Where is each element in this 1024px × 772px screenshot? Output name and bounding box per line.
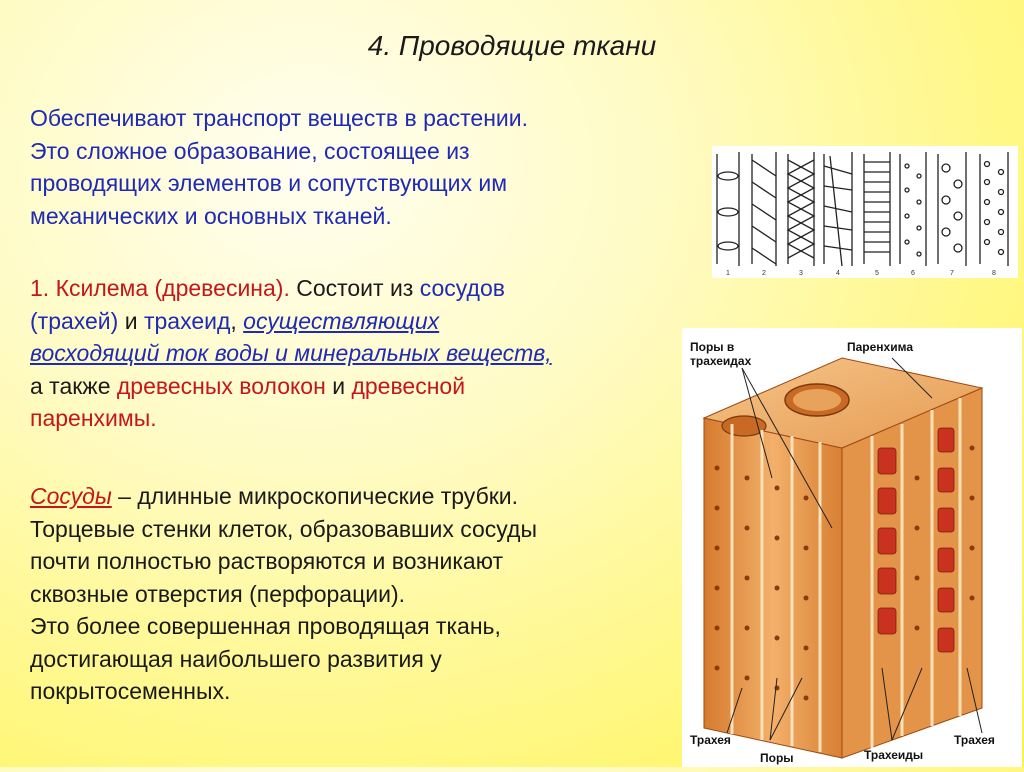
intro-line: Обеспечивают транспорт веществ в растении. bbox=[30, 105, 529, 131]
intro-line: проводящих элементов и сопутствующих им bbox=[30, 170, 508, 196]
vessels-line: покрытосеменных. bbox=[30, 678, 231, 704]
intro-line: механических и основных тканей. bbox=[30, 202, 392, 229]
term-tracheids: трахеид bbox=[143, 307, 231, 334]
slide-title: 4. Проводящие ткани bbox=[367, 30, 657, 61]
vessel-types-drawing bbox=[712, 146, 1018, 278]
label-parenchyma: Паренхима bbox=[847, 340, 913, 354]
vessels-line: сквозные отверстия (перфорации). bbox=[30, 580, 406, 607]
xylem-heading: 1. Ксилема (древесина). bbox=[30, 275, 290, 301]
figure-number: 1 bbox=[726, 270, 730, 277]
vessels-line: Торцевые стенки клеток, образовавших сосуды bbox=[30, 515, 537, 542]
text-and: и bbox=[118, 307, 144, 334]
vessels-line: Это более совершенная проводящая ткань, bbox=[30, 613, 501, 639]
intro-text bbox=[30, 102, 528, 232]
figure-number: 2 bbox=[762, 270, 766, 277]
figure-number: 8 bbox=[992, 270, 996, 277]
vessels-line: достигающая наибольшего развития у bbox=[30, 645, 442, 672]
link-carrying-2[interactable]: восходящий ток воды и минеральных веществ, bbox=[30, 340, 552, 366]
label-trachea-right: Трахея bbox=[954, 733, 995, 747]
figure-number: 5 bbox=[875, 270, 879, 277]
vessels-paragraph bbox=[30, 480, 537, 708]
link-carrying-1[interactable]: осуществляющих bbox=[243, 307, 440, 334]
term-tracheae: (трахей) bbox=[30, 307, 119, 334]
label-pores-in-tracheids bbox=[690, 340, 751, 368]
label-tracheids: Трахеиды bbox=[864, 748, 924, 762]
vessels-line: – длинные микроскопические трубки. bbox=[111, 483, 519, 509]
term-vessels: сосудов bbox=[419, 275, 505, 301]
figure-number: 3 bbox=[799, 270, 803, 277]
vessels-line: почти полностью растворяются и возникают bbox=[30, 548, 503, 574]
intro-line: Это сложное образование, состоящее из bbox=[30, 137, 470, 164]
text-comma: , bbox=[230, 307, 237, 334]
term-wood-parenchyma-2: паренхимы. bbox=[30, 405, 157, 431]
xylem-paragraph bbox=[30, 272, 552, 435]
text-also: а также bbox=[30, 372, 117, 399]
figure-number: 7 bbox=[950, 270, 954, 277]
xylem-block-drawing bbox=[682, 328, 1022, 767]
link-vessels[interactable]: Сосуды bbox=[30, 483, 112, 509]
figure-number: 4 bbox=[836, 270, 840, 277]
label-pores: Поры bbox=[760, 751, 794, 765]
term-wood-fibers: древесных волокон bbox=[116, 372, 326, 399]
label-line: трахеидах bbox=[690, 354, 752, 368]
label-line: Поры в bbox=[690, 340, 735, 354]
label-trachea-left: Трахея bbox=[690, 733, 731, 747]
figure-number: 6 bbox=[911, 270, 915, 277]
text-consists-of: Состоит из bbox=[289, 275, 420, 301]
text-and-2: и bbox=[325, 372, 352, 399]
xylem-block-figure bbox=[682, 328, 1022, 767]
term-wood-parenchyma-1: древесной bbox=[351, 372, 466, 399]
vessel-types-figure bbox=[712, 146, 1018, 278]
